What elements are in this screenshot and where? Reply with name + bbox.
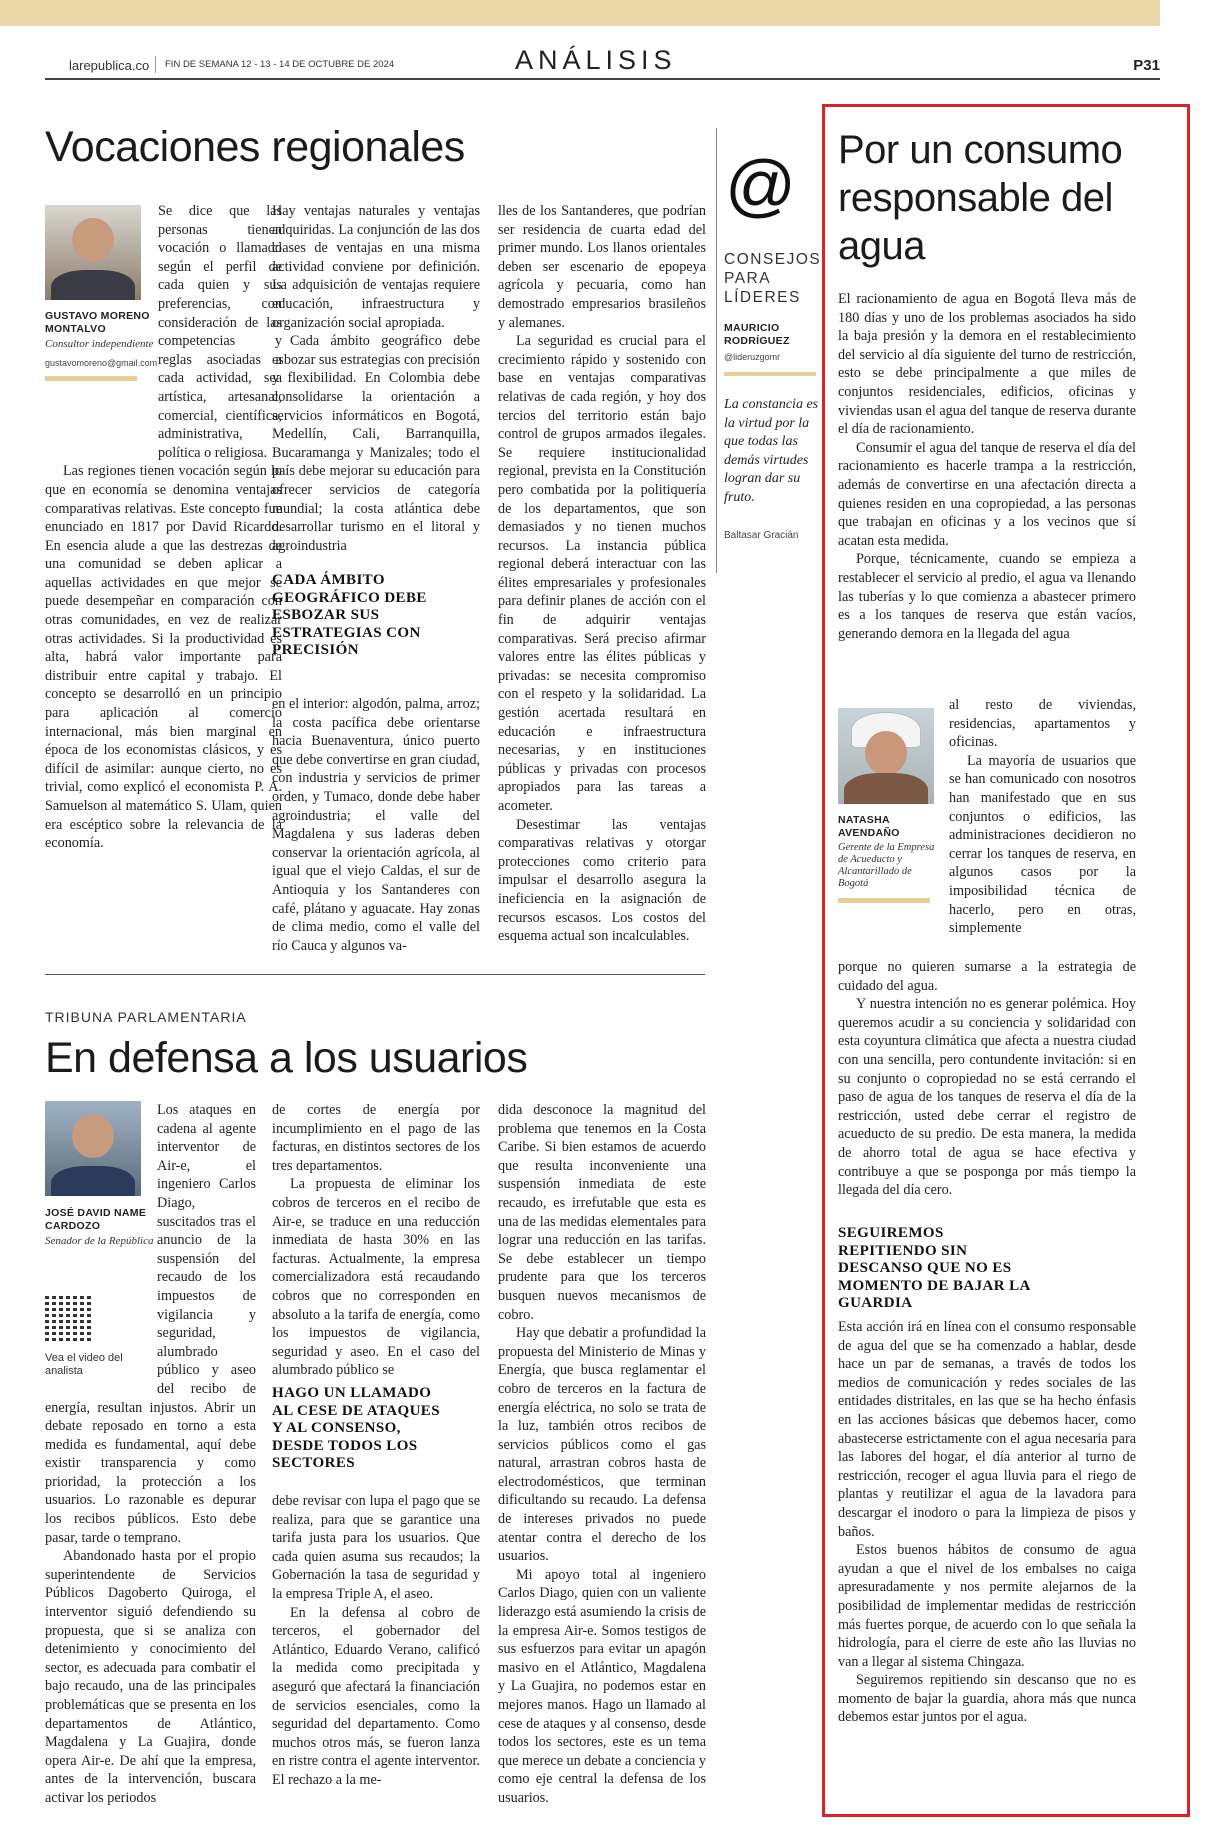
paragraph: Seguiremos repitiendo sin descanso que no es momento de bajar la guardia, ahora más que nunca debemos estar juntos por el agua. [838, 1672, 1136, 1726]
paragraph: La seguridad es crucial para el crecimiento rápido y sostenido con base en ventajas comparativas relativas de cada región, y hoy dos tercios del territorio están bajo control de grupos armados ilegales. Se requiere institucionalidad regional, prevista en la Constitución pero combatida por la politiquería de los departamentos, que son demasiados y no tienen muchos recursos. La instancia pública regional deberá interactuar con las élites empresariales y profesionales para definir planes de acción con el fin de adquirir ventajas comparativas. Será preciso afirmar valores entre las élites públicas y privadas: se necesita compromiso con el respeto y la solidaridad. La gestión acertada resultará en educación e infraestructura necesarias, y en instituciones públicas y privadas con procesos apropiados para las tareas a acometer. [498, 333, 706, 814]
paragraph: Hay ventajas naturales y ventajas adquiridas. La conjunción de las dos clases de ventajas en una misma actividad conviene por definición. La adquisición de ventajas requiere educación, infraestructura y organización social apropiada. [272, 203, 480, 331]
consejos-handle[interactable]: @lideruzgomr [724, 351, 781, 362]
paragraph: al resto de viviendas, residencias, apartamentos y oficinas. [949, 697, 1136, 751]
paragraph: El racionamiento de agua en Bogotá lleva más de 180 días y uno de los problemas asociados ha sido la baja presión y la demora en el restablecimiento del servicio al día siguiente del turno de restricción, esto se debe principalmente a que miles de conjuntos residenciales, edificios, oficinas y viviendas usan el agua del tanque de reserva durante el día de racionamiento. [838, 291, 1136, 438]
article2-headline: En defensa a los usuarios [45, 1034, 528, 1082]
article2-column-1 [45, 1101, 256, 1808]
article1-column-2a [272, 202, 480, 555]
paragraph: Abandonado hasta por el propio superintendente de Servicios Públicos Dagoberto Quiroga, el interventor siguió defendiendo su propuesta, que si se analiza con detenimiento y conocimiento del sector, es adecuada para combatir el bajo recaudo, una de las principales problemáticas que se presenta en los departamentos de Atlántico, Magdalena y La Guajira, donde opera Air-e. De ahí que la empresa, antes de la intervención, buscara activar los periodos [45, 1548, 256, 1806]
article3-headline: Por un consumo responsable del agua [838, 128, 1123, 268]
consejos-divider [716, 128, 717, 573]
paragraph: Cada ámbito geográfico debe esbozar sus estrategias con precisión y flexibilidad. En Colombia debe consolidarse la orientación a servicios informáticos en Bogotá, Medellín, Cali, Barranquilla, Bucaramanga y Manizales; todo el país debe mejorar su educación para ofrecer servicios de categoría mundial; la costa atlántica debe desarrollar turismo en el litoral y agroindustria [272, 333, 481, 554]
article3-closing [838, 1318, 1136, 1727]
issue-date: FIN DE SEMANA 12 - 13 - 14 DE OCTUBRE DE 2024 [165, 59, 395, 70]
paragraph: Y nuestra intención no es generar polémica. Hoy queremos acudir a su conciencia y solidaridad con esta coyuntura climática que afecta a nuestra ciudad con una sencilla, pero contundente invitación: si en su conjunto o copropiedad no se está cerrando el paso de agua de los tanques de reserva el día de la restricción, usted debe cerrar el registro de acueducto de su predio. De esta manera, la medida de ahorro total de agua se hace efectiva y contribuye a que se posponga por más tiempo la llegada del día cero. [838, 996, 1136, 1199]
article3-intro [838, 290, 1136, 643]
article1-headline: Vocaciones regionales [45, 123, 465, 171]
paragraph: Consumir el agua del tanque de reserva el día del racionamiento es hacerle trampa a la restricción, además de convertirse en una afectación directa a quienes residen en una copropiedad, a las personas que trabajan en oficinas y a los vecinos que sí acatan esta medida. [838, 439, 1136, 549]
consejos-title: CONSEJOS PARA LÍDERES [724, 251, 822, 306]
quote-author: Baltasar Gracián [724, 530, 799, 541]
paragraph: Esta acción irá en línea con el consumo responsable de agua del que se ha comenzado a hablar, desde hace un par de semanas, a través de todos los medios de comunicación y redes sociales de las entidades distritales, en las que se ha hecho énfasis en las acciones básicas que debemos hacer, como abastecerse estrictamente con el agua necesaria para las labores del hogar, el día anterior al turno de restricción, recoger el agua lluvia para el riego de plantas y reutilizar el agua de la lavadora para descargar el inodoro o para la limpieza de pisos y baños. [838, 1319, 1136, 1540]
consejos-accent-bar [724, 372, 816, 376]
paragraph: porque no quieren sumarse a la estrategia de cuidado del agua. [838, 959, 1136, 994]
paragraph: Se dice que las personas tienen vocación o llamado según el perfil de cada quien y sus preferencias, con consideración de las competencias y reglas asociadas a cada actividad, sea artística, artesanal, comercial, científica, administrativa, política o religiosa. [158, 203, 282, 461]
paragraph: La propuesta de eliminar los cobros de terceros en el recibo de Air-e, se traduce en una reducción inmediata de hasta 30% en las facturas. Actualmente, la empresa comercializadora está recaudando cobros que no corresponden en absoluto a la tarifa de energía, como los impuestos de vigilancia, seguridad y aseo. En el caso del alumbrado público se [272, 1176, 480, 1379]
author-role: Consultor independiente [45, 337, 154, 350]
top-color-band [0, 0, 1160, 26]
paragraph: La mayoría de usuarios que se han comunicado con nosotros han manifestado que en sus conjuntos o edificios, las administraciones decidieron no cerrar los tanques de reserva, en algunos casos por la imposibilidad técnica de hacerlo, pero en otras, simplemente [949, 752, 1136, 937]
paragraph: Desestimar las ventajas comparativas relativas y otorgar protecciones como criterio para impulsar el desarrollo asegura la ineficiencia en la asignación de recursos escasos. Los costos del esquema actual son incalculables. [498, 816, 706, 945]
section-title: ANÁLISIS [515, 45, 677, 75]
video-caption: Vea el video del analista [45, 1352, 123, 1377]
article2-subhead: HAGO UN LLAMADO AL CESE DE ATAQUES Y AL CONSENSO, DESDE TODOS LOS SECTORES [272, 1385, 440, 1471]
masthead-divider [155, 56, 156, 73]
author-name: NATASHA AVENDAÑO [838, 814, 900, 839]
author-photo-natasha [838, 708, 934, 804]
paragraph: Porque, técnicamente, cuando se empieza a restablecer el servicio al predio, el agua va llenando las tuberías y lo que comienza a abastecer primero es a los tanques de reserva que están vacíos, generando demora en la llegada del agua [838, 551, 1136, 642]
author-role: Gerente de la Empresa de Acueducto y Alcantarillado de Bogotá [838, 841, 935, 889]
article1-subhead: CADA ÁMBITO GEOGRÁFICO DEBE ESBOZAR SUS ESTRATEGIAS CON PRECISIÓN [272, 572, 427, 658]
paragraph: En la defensa al cobro de terceros, el gobernador del Atlántico, Eduardo Verano, calificó la medida como precipitada y aseguró que afectará la financiación de servicios esenciales, como la seguridad del departamento. Como muchos otros más, se fueron lanza en ristre contra el agente interventor. El rechazo a la me- [272, 1604, 480, 1788]
article2-column-2b [272, 1492, 480, 1790]
author-name: GUSTAVO MORENO MONTALVO [45, 310, 150, 335]
article3-body [838, 958, 1136, 1200]
paragraph: de cortes de energía por incumplimiento en el pago de las facturas, en distintos sectores de los tres departamentos. [272, 1102, 480, 1174]
article1-column-1 [45, 202, 282, 853]
consejos-byline [724, 322, 824, 362]
consejos-author: MAURICIO RODRÍGUEZ [724, 322, 790, 347]
article2-column-3 [498, 1101, 706, 1808]
article1-column-3 [498, 202, 706, 946]
article3-subhead: SEGUIREMOS REPITIENDO SIN DESCANSO QUE NO ES MOMENTO DE BAJAR LA GUARDIA [838, 1225, 1030, 1311]
paragraph: dida desconoce la magnitud del problema que tenemos en la Costa Caribe. Si bien estamos de acuerdo que resulta inconveniente una suspensión inmediata de este recaudo, es irrefutable que esta es una de las medidas elementales para lograr una reducción en las tarifas. Se debe establecer un tiempo prudente para que los terceros busquen nuevos mecanismos de cobro. [498, 1102, 706, 1323]
paragraph: Estos buenos hábitos de consumo de agua ayudan a que el nivel de los embalses no caiga apresuradamente y nos permite alejarnos de la posibilidad de implementar medidas de restricción más fuertes porque, de acuerdo con lo que señala la hidrología, para el cierre de este año las lluvias no van a llegar al sistema Chingaza. [838, 1542, 1136, 1670]
float-spacer [45, 202, 158, 444]
article1-column-2b: en el interior: algodón, palma, arroz; la costa pacífica debe orientarse hacia Buenaventura, único puerto que debe convertirse en gran ciudad, con industria y servicios de primer orden, y Tumaco, donde debe haber agroindustria; el valle del Magdalena y sus laderas deben conservar la orientación agrícola, al igual que el viejo Caldas, el sur de Antioquia y los Santanderes con café, plátano y aguacate. Hay zonas de clima medio, como el valle del río Cauca y algunos va- [272, 696, 480, 954]
paragraph: lles de los Santanderes, que podrían ser residencia de cuarta edad del primer mundo. Los llanos orientales deben ser escenario de epopeya agrícola y pecuaria, como han demostrado empresarios brasileños y alemanes. [498, 203, 706, 331]
consejos-quote: La constancia es la virtud por la que todas las demás virtudes logran dar su fruto. [724, 397, 819, 505]
author-role: Senador de la República [45, 1234, 154, 1247]
author-name: JOSÉ DAVID NAME CARDOZO [45, 1207, 147, 1232]
paragraph: Mi apoyo total al ingeniero Carlos Diago, quien con un valiente liderazgo está asumiendo la crisis de la empresa Air-e. Somos testigos de sus esfuerzos para evitar un apagón masivo en el Atlántico, Magdalena y La Guajira, no podemos estar en mejores manos. Hago un llamado al cese de ataques y al consenso, desde todos los sectores, este es un tema que merece un debate a conciencia y como eje central la defensa de los usuarios. [498, 1566, 706, 1806]
at-symbol: @ [725, 146, 797, 224]
article2-kicker: TRIBUNA PARLAMENTARIA [45, 1009, 247, 1025]
paragraph: Hay que debatir a profundidad la propuesta del Ministerio de Minas y Energía, que busca reglamentar el cobro de terceros en la factura de energía eléctrica, no solo se trata de la luz, también otros recibos de servicios públicos como el gas natural, arrastran cobros hasta de electrodomésticos, que terminan dificultando su recaudo. La defensa de intereses privados no puede atentar contra el derecho de los usuarios. [498, 1325, 706, 1565]
paragraph: Los ataques en cadena al agente interventor de Air-e, el ingeniero Carlos Diago, suscitados tras el anuncio de la suspensión del recaudo de los impuestos de vigilancia y seguridad, alumbrado público y aseo del recibo de energía, resultan injustos. Abrir un debate reposado en torno a esta medida es fundamental, aquí debe existir transparencia y como prioridad, la protección a los usuarios. Lo razonable es depurar los recibos públicos. Esto debe pasar, tarde o temprano. [45, 1102, 256, 1546]
site-url[interactable]: larepublica.co [69, 58, 150, 73]
section-divider [45, 974, 705, 975]
masthead [45, 45, 1160, 80]
article3-wrap-text [949, 696, 1136, 938]
float-spacer [45, 1101, 157, 1391]
author-email[interactable]: gustavomoreno@gmail.com [45, 358, 158, 369]
paragraph: debe revisar con lupa el pago que se realiza, para que se garantice una tarifa justa para los usuarios. Que cada quien asuma sus recaudos; la Gobernación la tasa de seguridad y la empresa Triple A, el aseo. [272, 1493, 480, 1602]
paragraph: Las regiones tienen vocación según lo que en economía se denomina ventajas comparativas relativas. Este concepto fue enunciado en 1817 por David Ricardo. En esencia alude a que las destrezas de una comunidad se deben aplicar a aquellas actividades en que mejor se puede desempeñar en comparación con otras comunidades, en vez de realizar otras actividades. Si la productividad es alta, habrá valor importante para distribuir entre capital y trabajo. El concepto se desarrolló en un principio para aplicación al comercio internacional, más bien marginal en época de los economistas clásicos, y es difícil de asimilar: aunque cierto, no es trivial, como explicó el economista P. A. Samuelson al matemático S. Ulam, quien era escéptico sobre la relevancia de la economía. [45, 463, 282, 852]
byline-accent-bar [838, 898, 930, 903]
article3-byline [838, 814, 938, 903]
page-number: P31 [1133, 57, 1160, 74]
article2-column-2a [272, 1101, 480, 1380]
